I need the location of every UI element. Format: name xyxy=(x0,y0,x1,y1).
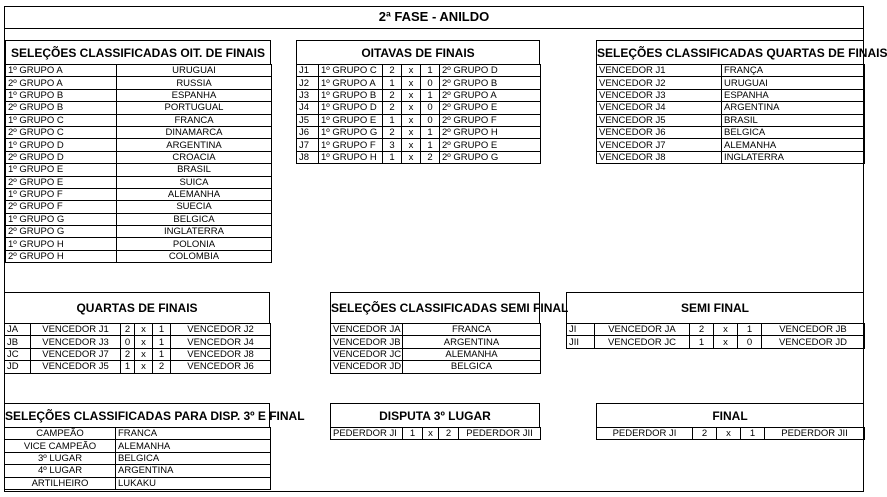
winner-label: VENCEDOR JB xyxy=(331,336,403,348)
winner-label: VENCEDOR J1 xyxy=(597,65,722,77)
match-row xyxy=(297,139,541,151)
final-team-b: PEDERDOR JII xyxy=(765,428,865,440)
match-row xyxy=(5,336,271,348)
winner-label: VENCEDOR J3 xyxy=(597,89,722,101)
match-row xyxy=(297,89,541,101)
table-row xyxy=(597,114,865,126)
score-b: 1 xyxy=(421,126,440,138)
team-b: 2º GRUPO E xyxy=(440,139,541,151)
versus: x xyxy=(135,361,153,373)
table-row xyxy=(5,440,271,452)
match-row xyxy=(297,151,541,163)
team-a: VENCEDOR J7 xyxy=(31,348,121,360)
third-place-row xyxy=(331,428,541,440)
placement-label: 3º LUGAR xyxy=(5,452,116,464)
table-row xyxy=(331,324,541,336)
final-block xyxy=(596,403,864,440)
team-name: ALEMANHA xyxy=(117,188,272,200)
score-a: 1 xyxy=(690,336,714,348)
team-name: ARGENTINA xyxy=(403,336,541,348)
classified-r16-table xyxy=(5,64,272,263)
winner-label: VENCEDOR J8 xyxy=(597,151,722,163)
team-name: URUGUAI xyxy=(117,65,272,77)
score-b: 0 xyxy=(738,336,762,348)
versus: x xyxy=(402,65,421,77)
table-row xyxy=(597,139,865,151)
team-b: 2º GRUPO D xyxy=(440,65,541,77)
team-a: VENCEDOR J5 xyxy=(31,361,121,373)
team-a: 1º GRUPO D xyxy=(319,102,383,114)
match-id: J6 xyxy=(297,126,319,138)
group-position: 2º GRUPO H xyxy=(6,250,117,262)
score-a: 1 xyxy=(121,361,135,373)
versus: x xyxy=(135,336,153,348)
r16-block xyxy=(296,40,540,164)
score-a: 2 xyxy=(121,348,135,360)
final-score-a: 2 xyxy=(693,428,717,440)
classified-qf-table xyxy=(596,64,865,164)
score-a: 2 xyxy=(383,65,402,77)
table-row xyxy=(6,250,272,262)
team-name: BELGICA xyxy=(403,361,541,373)
third-place-block xyxy=(330,403,540,440)
team-b: 2º GRUPO A xyxy=(440,89,541,101)
match-row xyxy=(297,77,541,89)
group-position: 1º GRUPO C xyxy=(6,114,117,126)
qf-header: QUARTAS DE FINAIS xyxy=(4,292,270,323)
group-position: 1º GRUPO E xyxy=(6,164,117,176)
table-row xyxy=(331,361,541,373)
placement-label: ARTILHEIRO xyxy=(5,477,116,489)
team-a: VENCEDOR J3 xyxy=(31,336,121,348)
score-b: 0 xyxy=(421,77,440,89)
score-b: 2 xyxy=(421,151,440,163)
team-name: DINAMARCA xyxy=(117,126,272,138)
table-row xyxy=(597,65,865,77)
table-row xyxy=(597,89,865,101)
team-name: INGLATERRA xyxy=(722,151,865,163)
group-position: 1º GRUPO H xyxy=(6,238,117,250)
match-id: J3 xyxy=(297,89,319,101)
team-a: VENCEDOR J1 xyxy=(31,324,121,336)
match-row xyxy=(297,126,541,138)
table-row xyxy=(6,164,272,176)
match-id: JI xyxy=(567,324,595,336)
team-name: BELGICA xyxy=(722,126,865,138)
team-a: 1º GRUPO F xyxy=(319,139,383,151)
team-b: 2º GRUPO B xyxy=(440,77,541,89)
winner-label: VENCEDOR J6 xyxy=(597,126,722,138)
match-row xyxy=(297,65,541,77)
group-position: 2º GRUPO C xyxy=(6,126,117,138)
team-b: VENCEDOR J6 xyxy=(171,361,271,373)
versus: x xyxy=(402,77,421,89)
score-a: 2 xyxy=(121,324,135,336)
table-row xyxy=(597,126,865,138)
score-b: 1 xyxy=(421,65,440,77)
team-name: ALEMANHA xyxy=(722,139,865,151)
classified-final-header: SELEÇÕES CLASSIFICADAS PARA DISP. 3º E FINAL xyxy=(4,403,270,427)
table-row xyxy=(6,89,272,101)
versus: x xyxy=(402,126,421,138)
table-row xyxy=(6,226,272,238)
team-b: 2º GRUPO H xyxy=(440,126,541,138)
final-header: FINAL xyxy=(596,403,864,427)
score-b: 1 xyxy=(153,324,171,336)
classified-sf-header: SELEÇÕES CLASSIFICADAS SEMI FINAL xyxy=(330,292,540,323)
team-name: ARGENTINA xyxy=(117,139,272,151)
table-row xyxy=(6,77,272,89)
score-a: 1 xyxy=(383,77,402,89)
match-row xyxy=(5,361,271,373)
team-b: VENCEDOR J8 xyxy=(171,348,271,360)
r16-table xyxy=(296,64,541,164)
team-name: BELGICA xyxy=(116,452,271,464)
classified-sf-block xyxy=(330,292,569,374)
r16-header: OITAVAS DE FINAIS xyxy=(296,40,540,64)
third-score-b: 2 xyxy=(439,428,459,440)
winner-label: VENCEDOR JD xyxy=(331,361,403,373)
winner-label: VENCEDOR J7 xyxy=(597,139,722,151)
group-position: 2º GRUPO B xyxy=(6,102,117,114)
table-row xyxy=(6,151,272,163)
versus: x xyxy=(402,89,421,101)
score-a: 2 xyxy=(383,126,402,138)
classified-qf-header: SELEÇÕES CLASSIFICADAS QUARTAS DE FINAIS xyxy=(596,40,864,64)
table-row xyxy=(597,77,865,89)
group-position: 1º GRUPO D xyxy=(6,139,117,151)
score-b: 1 xyxy=(421,89,440,101)
team-name: ALEMANHA xyxy=(403,348,541,360)
group-position: 2º GRUPO G xyxy=(6,226,117,238)
match-row xyxy=(297,102,541,114)
group-position: 1º GRUPO G xyxy=(6,213,117,225)
match-id: J8 xyxy=(297,151,319,163)
team-name: FRANCA xyxy=(117,114,272,126)
team-name: PORTUGUAL xyxy=(117,102,272,114)
table-row xyxy=(5,428,271,440)
team-name: ARGENTINA xyxy=(722,102,865,114)
qf-table xyxy=(4,323,271,374)
table-row xyxy=(6,188,272,200)
placement-label: 4º LUGAR xyxy=(5,465,116,477)
team-a: 1º GRUPO C xyxy=(319,65,383,77)
team-a: 1º GRUPO A xyxy=(319,77,383,89)
versus: x xyxy=(402,139,421,151)
score-a: 3 xyxy=(383,139,402,151)
sf-table xyxy=(566,323,865,349)
score-a: 2 xyxy=(383,102,402,114)
team-a: VENCEDOR JC xyxy=(595,336,690,348)
sf-block xyxy=(566,292,864,349)
team-a: 1º GRUPO H xyxy=(319,151,383,163)
table-row xyxy=(6,65,272,77)
final-team-a: PEDERDOR JI xyxy=(597,428,693,440)
score-b: 0 xyxy=(421,102,440,114)
winner-label: VENCEDOR JC xyxy=(331,348,403,360)
third-score-a: 1 xyxy=(403,428,423,440)
team-name: SUICA xyxy=(117,176,272,188)
table-row xyxy=(5,477,271,489)
team-name: FRANCA xyxy=(403,324,541,336)
group-position: 2º GRUPO F xyxy=(6,201,117,213)
classified-r16-block xyxy=(5,40,271,263)
team-name: ESPANHA xyxy=(117,89,272,101)
score-a: 2 xyxy=(383,89,402,101)
match-id: JD xyxy=(5,361,31,373)
team-name: FRANCA xyxy=(116,428,271,440)
table-row xyxy=(331,348,541,360)
group-position: 2º GRUPO A xyxy=(6,77,117,89)
table-row xyxy=(331,336,541,348)
team-name: SUECIA xyxy=(117,201,272,213)
table-row xyxy=(6,102,272,114)
team-name: LUKAKU xyxy=(116,477,271,489)
table-row xyxy=(6,201,272,213)
team-name: BRASIL xyxy=(117,164,272,176)
final-table xyxy=(596,427,865,440)
placement-label: CAMPEÃO xyxy=(5,428,116,440)
team-b: VENCEDOR JB xyxy=(762,324,865,336)
team-b: VENCEDOR JD xyxy=(762,336,865,348)
team-name: URUGUAI xyxy=(722,77,865,89)
page-title: 2ª FASE - ANILDO xyxy=(4,6,864,29)
classified-r16-header: SELEÇÕES CLASSIFICADAS OIT. DE FINAIS xyxy=(5,40,271,64)
group-position: 2º GRUPO E xyxy=(6,176,117,188)
table-row xyxy=(6,126,272,138)
group-position: 1º GRUPO F xyxy=(6,188,117,200)
team-name: POLONIA xyxy=(117,238,272,250)
match-id: JC xyxy=(5,348,31,360)
team-a: 1º GRUPO G xyxy=(319,126,383,138)
score-b: 1 xyxy=(153,336,171,348)
table-row xyxy=(6,213,272,225)
group-position: 1º GRUPO B xyxy=(6,89,117,101)
table-row xyxy=(6,176,272,188)
winner-label: VENCEDOR J4 xyxy=(597,102,722,114)
match-id: JA xyxy=(5,324,31,336)
versus: x xyxy=(402,102,421,114)
third-team-a: PEDERDOR JI xyxy=(331,428,403,440)
third-place-header: DISPUTA 3º LUGAR xyxy=(330,403,540,427)
match-id: JB xyxy=(5,336,31,348)
match-id: J7 xyxy=(297,139,319,151)
table-row xyxy=(5,452,271,464)
team-name: COLOMBIA xyxy=(117,250,272,262)
team-a: 1º GRUPO B xyxy=(319,89,383,101)
group-position: 1º GRUPO A xyxy=(6,65,117,77)
final-score-b: 1 xyxy=(741,428,765,440)
match-row xyxy=(5,348,271,360)
team-b: 2º GRUPO F xyxy=(440,114,541,126)
versus: x xyxy=(714,336,738,348)
qf-block xyxy=(4,292,270,374)
winner-label: VENCEDOR J2 xyxy=(597,77,722,89)
score-b: 2 xyxy=(153,361,171,373)
winner-label: VENCEDOR J5 xyxy=(597,114,722,126)
team-name: BRASIL xyxy=(722,114,865,126)
versus: x xyxy=(402,151,421,163)
team-a: 1º GRUPO E xyxy=(319,114,383,126)
match-id: J4 xyxy=(297,102,319,114)
table-row xyxy=(6,238,272,250)
match-row xyxy=(5,324,271,336)
third-team-b: PEDERDOR JII xyxy=(459,428,541,440)
match-id: JII xyxy=(567,336,595,348)
final-row xyxy=(597,428,865,440)
table-row xyxy=(597,151,865,163)
third-versus: x xyxy=(423,428,439,440)
team-name: ARGENTINA xyxy=(116,465,271,477)
versus: x xyxy=(135,324,153,336)
versus: x xyxy=(135,348,153,360)
classified-qf-block xyxy=(596,40,887,164)
score-a: 1 xyxy=(383,151,402,163)
team-b: VENCEDOR J4 xyxy=(171,336,271,348)
final-versus: x xyxy=(717,428,741,440)
match-id: J1 xyxy=(297,65,319,77)
group-position: 2º GRUPO D xyxy=(6,151,117,163)
classified-final-table xyxy=(4,427,271,490)
versus: x xyxy=(402,114,421,126)
team-name: ALEMANHA xyxy=(116,440,271,452)
placement-label: VICE CAMPEÃO xyxy=(5,440,116,452)
team-a: VENCEDOR JA xyxy=(595,324,690,336)
team-b: 2º GRUPO G xyxy=(440,151,541,163)
score-a: 1 xyxy=(383,114,402,126)
match-row xyxy=(567,324,865,336)
team-name: FRANÇA xyxy=(722,65,865,77)
table-row xyxy=(6,139,272,151)
team-name: INGLATERRA xyxy=(117,226,272,238)
score-a: 0 xyxy=(121,336,135,348)
table-row xyxy=(597,102,865,114)
team-b: 2º GRUPO E xyxy=(440,102,541,114)
team-name: RUSSIA xyxy=(117,77,272,89)
match-id: J2 xyxy=(297,77,319,89)
score-a: 2 xyxy=(690,324,714,336)
team-name: BELGICA xyxy=(117,213,272,225)
classified-sf-table xyxy=(330,323,541,374)
classified-final-block xyxy=(4,403,305,490)
score-b: 0 xyxy=(421,114,440,126)
score-b: 1 xyxy=(153,348,171,360)
team-b: VENCEDOR J2 xyxy=(171,324,271,336)
table-row xyxy=(6,114,272,126)
versus: x xyxy=(714,324,738,336)
match-row xyxy=(567,336,865,348)
team-name: ESPANHA xyxy=(722,89,865,101)
score-b: 1 xyxy=(421,139,440,151)
table-row xyxy=(5,465,271,477)
team-name: CROACIA xyxy=(117,151,272,163)
score-b: 1 xyxy=(738,324,762,336)
third-place-table xyxy=(330,427,541,440)
sf-header: SEMI FINAL xyxy=(566,292,864,323)
winner-label: VENCEDOR JA xyxy=(331,324,403,336)
match-row xyxy=(297,114,541,126)
match-id: J5 xyxy=(297,114,319,126)
